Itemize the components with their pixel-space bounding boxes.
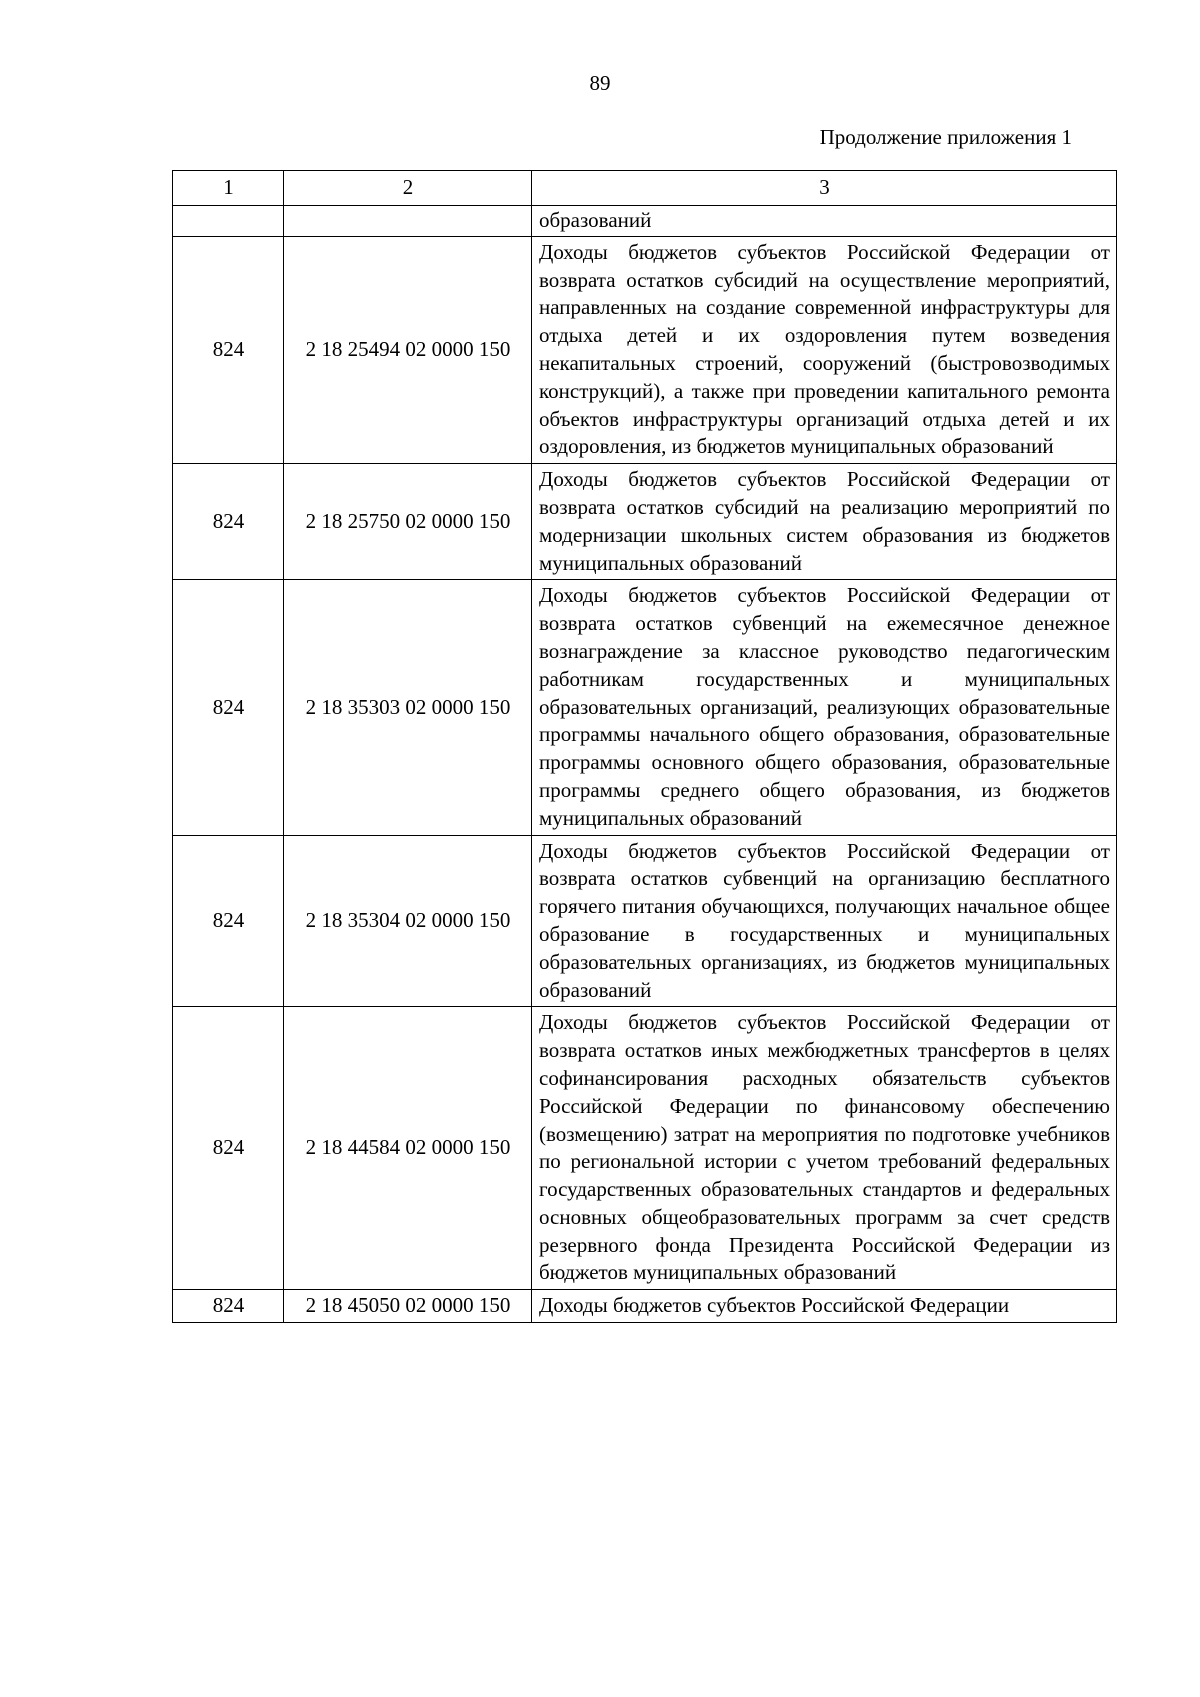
revenue-code-cell: 2 18 45050 02 0000 150 xyxy=(284,1290,532,1323)
table-row xyxy=(173,206,1117,237)
page-number: 89 xyxy=(589,71,611,95)
table-row xyxy=(173,580,1117,835)
revenue-codes-table xyxy=(172,170,1117,1323)
description-cell: Доходы бюджетов субъектов Российской Федерации от возврата остатков субсидий на реализацию мероприятий по модернизации школьных систем образования из бюджетов муниципальных образований xyxy=(532,464,1117,580)
description-cell: Доходы бюджетов субъектов Российской Федерации от возврата остатков субвенций на организацию бесплатного горячего питания обучающихся, получающих начальное общее образование в государственных и муниципальных образовательных организациях, из бюджетов муниципальных образований xyxy=(532,835,1117,1007)
admin-code-cell: 824 xyxy=(173,580,284,835)
table-row xyxy=(173,236,1117,463)
revenue-code-cell: 2 18 35304 02 0000 150 xyxy=(284,835,532,1007)
revenue-code-cell: 2 18 25494 02 0000 150 xyxy=(284,236,532,463)
header-col-1: 1 xyxy=(173,171,284,206)
admin-code-cell: 824 xyxy=(173,835,284,1007)
header-col-2: 2 xyxy=(284,171,532,206)
description-cell: Доходы бюджетов субъектов Российской Федерации от возврата остатков субсидий на осуществление мероприятий, направленных на создание современной инфраструктуры для отдыха детей и их оздоровления путем возведения некапитальных строений, сооружений (быстровозводимых конструкций), а также при проведении капитального ремонта объектов инфраструктуры организаций отдыха детей и их оздоровления, из бюджетов муниципальных образований xyxy=(532,236,1117,463)
revenue-code-cell: 2 18 44584 02 0000 150 xyxy=(284,1007,532,1290)
description-cell: Доходы бюджетов субъектов Российской Федерации xyxy=(532,1290,1117,1323)
header-col-3: 3 xyxy=(532,171,1117,206)
admin-code-cell: 824 xyxy=(173,236,284,463)
admin-code-cell xyxy=(173,206,284,237)
admin-code-cell: 824 xyxy=(173,1007,284,1290)
table-row xyxy=(173,1290,1117,1323)
table-row xyxy=(173,835,1117,1007)
admin-code-cell: 824 xyxy=(173,464,284,580)
revenue-code-cell: 2 18 35303 02 0000 150 xyxy=(284,580,532,835)
description-cell: Доходы бюджетов субъектов Российской Федерации от возврата остатков субвенций на ежемесячное денежное вознаграждение за классное руководство педагогическим работникам государственных и муниципальных образовательных организаций, реализующих образовательные программы начального общего образования, образовательные программы основного общего образования, образовательные программы среднего общего образования, из бюджетов муниципальных образований xyxy=(532,580,1117,835)
revenue-code-cell: 2 18 25750 02 0000 150 xyxy=(284,464,532,580)
description-cell: Доходы бюджетов субъектов Российской Федерации от возврата остатков иных межбюджетных трансфертов в целях софинансирования расходных обязательств субъектов Российской Федерации по финансовому обеспечению (возмещению) затрат на мероприятия по подготовке учебников по региональной истории с учетом требований федеральных государственных образовательных стандартов и федеральных основных общеобразовательных программ за счет средств резервного фонда Президента Российской Федерации из бюджетов муниципальных образований xyxy=(532,1007,1117,1290)
table-header-row xyxy=(173,171,1117,206)
table-row xyxy=(173,1007,1117,1290)
table-row xyxy=(173,464,1117,580)
description-cell: образований xyxy=(532,206,1117,237)
revenue-code-cell xyxy=(284,206,532,237)
admin-code-cell: 824 xyxy=(173,1290,284,1323)
continuation-label: Продолжение приложения 1 xyxy=(819,125,1072,149)
